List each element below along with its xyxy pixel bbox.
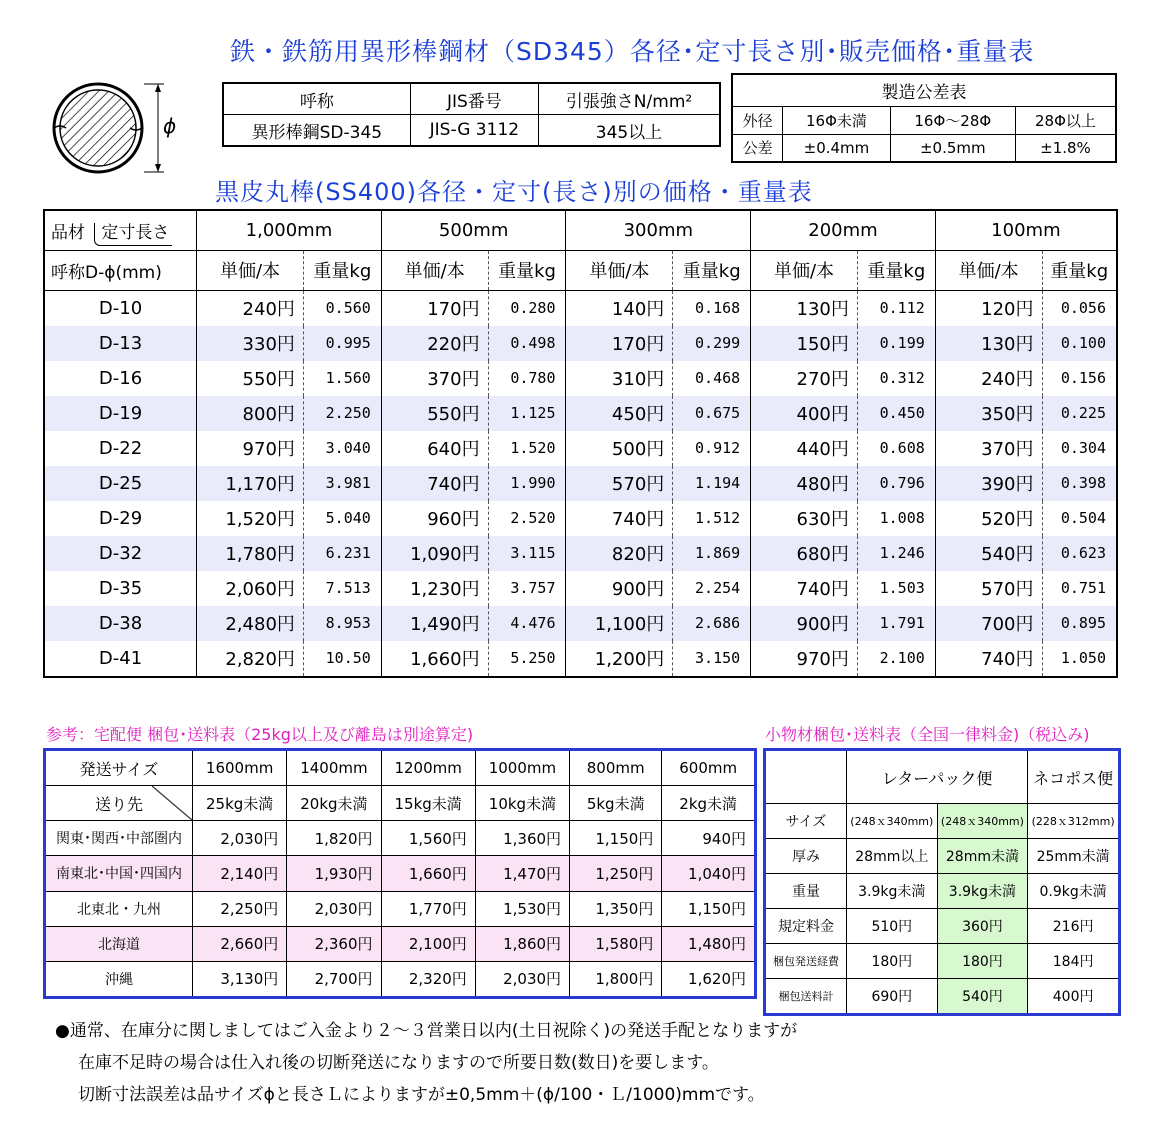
unit-price: 680円 <box>751 536 858 571</box>
table-row <box>765 944 1120 979</box>
unit-price: 170円 <box>381 290 488 326</box>
unit-price: 170円 <box>566 326 673 361</box>
unit-price: 120円 <box>935 290 1042 326</box>
weight-kg: 0.299 <box>673 326 751 361</box>
note-line-3: 切断寸法誤差は品サイズϕと長さＬによりますが±0,5mm＋(ϕ/100・Ｌ/1000)mmです。 <box>78 1085 765 1105</box>
small-cell: 3.9kg未満 <box>847 874 938 909</box>
unit-price: 1,090円 <box>381 536 488 571</box>
unit-price: 2,060円 <box>197 571 304 606</box>
unit-price: 570円 <box>566 466 673 501</box>
table-row <box>765 909 1120 944</box>
size-name: D-38 <box>44 606 197 641</box>
unit-price: 330円 <box>197 326 304 361</box>
unit-price: 130円 <box>751 290 858 326</box>
ship-size: 1200mm <box>381 750 475 786</box>
table-row <box>765 804 1120 839</box>
table-row <box>45 891 756 926</box>
spec-value-name: 異形棒鋼SD-345 <box>223 115 410 147</box>
weight-kg: 1.990 <box>488 466 566 501</box>
ship-fee: 1,150円 <box>662 891 756 926</box>
size-name: D-22 <box>98 437 143 459</box>
small-row-label: 厚み <box>765 839 847 874</box>
tolerance-cell: 16Φ未満 <box>783 107 890 134</box>
spec-value-strength: 345以上 <box>539 115 720 147</box>
corner-material: 品材 <box>51 222 85 243</box>
ship-fee: 1,660円 <box>381 856 475 891</box>
table-row <box>44 501 1117 536</box>
unit-price: 740円 <box>935 641 1042 677</box>
ship-weight: 25kg未満 <box>193 786 287 821</box>
price-weight-table <box>43 209 1118 678</box>
table-row <box>44 641 1117 677</box>
size-name: D-32 <box>44 536 197 571</box>
small-cell: 510円 <box>847 909 938 944</box>
weight-kg: 1.503 <box>879 579 925 597</box>
small-cell: (248ｘ340mm) <box>937 804 1028 839</box>
unit-price: 1,520円 <box>197 501 304 536</box>
phi-label: ϕ <box>163 114 177 138</box>
ship-fee: 2,030円 <box>287 891 381 926</box>
unit-price: 2,820円 <box>197 641 304 677</box>
weight-header: 重量kg <box>857 250 935 290</box>
ship-dest-label: 送り先 <box>45 786 193 821</box>
ship-fee: 940円 <box>662 821 756 856</box>
weight-kg: 3.981 <box>303 466 381 501</box>
length-header: 200mm <box>751 210 936 250</box>
ship-fee: 1,820円 <box>287 821 381 856</box>
tolerance-cell: 28Φ以上 <box>1015 107 1116 134</box>
unit-price: 370円 <box>381 361 488 396</box>
unit-price: 900円 <box>751 606 858 641</box>
weight-kg: 0.796 <box>857 466 935 501</box>
weight-kg: 3.040 <box>325 439 371 457</box>
unit-price: 800円 <box>197 396 304 431</box>
ship-fee: 2,320円 <box>381 961 475 997</box>
size-name: D-10 <box>44 290 197 326</box>
ship-weight: 5kg未満 <box>570 786 662 821</box>
ship-fee: 2,030円 <box>193 821 287 856</box>
table-row <box>44 466 1117 501</box>
weight-kg: 6.231 <box>303 536 381 571</box>
unit-price: 2,480円 <box>197 606 304 641</box>
shipping-fee-table <box>43 748 757 999</box>
unit-price: 130円 <box>935 326 1042 361</box>
spec-header-name: 呼称 <box>223 83 410 115</box>
weight-kg: 0.112 <box>857 290 935 326</box>
unit-price: 140円 <box>566 290 673 326</box>
small-cell: 540円 <box>937 979 1028 1015</box>
unit-price: 350円 <box>935 396 1042 431</box>
small-cell: 3.9kg未満 <box>937 874 1028 909</box>
nekopos-header: ネコポス便 <box>1028 750 1120 804</box>
weight-kg: 0.608 <box>879 439 925 457</box>
table-row <box>44 606 1117 641</box>
weight-kg: 0.225 <box>1042 396 1117 431</box>
ship-fee: 1,040円 <box>662 856 756 891</box>
unit-price: 400円 <box>751 396 858 431</box>
ship-fee: 1,150円 <box>570 821 662 856</box>
weight-kg: 0.468 <box>695 369 741 387</box>
weight-kg: 0.450 <box>857 396 935 431</box>
ship-fee: 1,800円 <box>570 961 662 997</box>
ship-fee: 1,930円 <box>287 856 381 891</box>
size-name: D-19 <box>44 396 197 431</box>
weight-kg: 3.150 <box>695 649 741 667</box>
weight-kg: 2.254 <box>695 579 741 597</box>
unit-price: 220円 <box>381 326 488 361</box>
weight-kg: 0.912 <box>695 439 741 457</box>
small-shipping-title: 小物材梱包･送料表（全国一律料金)（税込み) <box>765 725 1090 744</box>
table-row <box>44 571 1117 606</box>
ship-fee: 1,350円 <box>570 891 662 926</box>
unit-price: 550円 <box>381 396 488 431</box>
weight-kg: 1.560 <box>325 369 371 387</box>
weight-kg: 0.280 <box>488 290 566 326</box>
ship-weight: 10kg未満 <box>475 786 569 821</box>
length-header: 1,000mm <box>197 210 382 250</box>
spec-header-strength: 引張強さN/mm² <box>539 83 720 115</box>
unit-price: 310円 <box>566 361 673 396</box>
weight-kg: 1.194 <box>673 466 751 501</box>
unit-price: 900円 <box>566 571 673 606</box>
weight-header: 重量kg <box>1042 250 1117 290</box>
small-cell: 180円 <box>847 944 938 979</box>
unit-price: 740円 <box>751 571 858 606</box>
table-row <box>45 821 756 856</box>
table-row <box>44 536 1117 571</box>
ship-fee: 1,580円 <box>570 926 662 961</box>
ship-region: 関東･関西･中部圏内 <box>45 821 193 856</box>
price-table-title: 黒皮丸棒(SS400)各径・定寸(長さ)別の価格・重量表 <box>215 178 813 206</box>
unit-price: 270円 <box>751 361 858 396</box>
ship-fee: 2,140円 <box>193 856 287 891</box>
small-cell: 184円 <box>1028 944 1120 979</box>
weight-kg: 2.100 <box>879 649 925 667</box>
unit-price: 1,200円 <box>566 641 673 677</box>
weight-kg: 0.780 <box>510 369 556 387</box>
ship-size: 600mm <box>662 750 756 786</box>
unit-price: 550円 <box>197 361 304 396</box>
weight-kg: 10.50 <box>325 649 371 667</box>
table-row <box>44 290 1117 326</box>
unit-price: 570円 <box>935 571 1042 606</box>
tolerance-cell: ±0.4mm <box>783 134 890 162</box>
length-header: 300mm <box>566 210 751 250</box>
unit-price: 390円 <box>935 466 1042 501</box>
ship-fee: 2,360円 <box>287 926 381 961</box>
unit-price: 450円 <box>566 396 673 431</box>
size-name: D-13 <box>44 326 197 361</box>
ship-fee: 1,480円 <box>662 926 756 961</box>
weight-kg: 0.895 <box>1042 606 1117 641</box>
corner-length: 定寸長さ <box>94 223 172 246</box>
unit-price: 240円 <box>935 361 1042 396</box>
table-row <box>44 396 1117 431</box>
spec-value-jis: JIS-G 3112 <box>410 115 538 147</box>
ship-fee: 2,700円 <box>287 961 381 997</box>
ship-region: 沖縄 <box>45 961 193 997</box>
small-cell: (228ｘ312mm) <box>1028 804 1120 839</box>
price-header: 単価/本 <box>381 250 488 290</box>
weight-kg: 1.246 <box>857 536 935 571</box>
small-cell: 180円 <box>937 944 1028 979</box>
unit-price: 1,100円 <box>566 606 673 641</box>
ship-size: 800mm <box>570 750 662 786</box>
weight-kg: 4.476 <box>488 606 566 641</box>
unit-price: 240円 <box>197 290 304 326</box>
unit-price: 500円 <box>566 431 673 466</box>
tolerance-cell: ±1.8% <box>1015 134 1116 162</box>
table-row <box>44 361 1117 396</box>
price-header: 単価/本 <box>935 250 1042 290</box>
weight-kg: 0.199 <box>857 326 935 361</box>
unit-price: 820円 <box>566 536 673 571</box>
ship-size: 1000mm <box>475 750 569 786</box>
ship-fee: 2,250円 <box>193 891 287 926</box>
page-title: 鉄・鉄筋用異形棒鋼材（SD345）各径･定寸長さ別･販売価格･重量表 <box>230 37 1035 66</box>
ship-fee: 3,130円 <box>193 961 287 997</box>
weight-kg: 1.520 <box>510 439 556 457</box>
tolerance-table <box>731 73 1117 163</box>
unit-price: 1,230円 <box>381 571 488 606</box>
tolerance-cell: ±0.5mm <box>890 134 1015 162</box>
weight-kg: 1.008 <box>879 509 925 527</box>
small-cell: 216円 <box>1028 909 1120 944</box>
ship-fee: 1,360円 <box>475 821 569 856</box>
ship-size: 1600mm <box>193 750 287 786</box>
weight-kg: 0.623 <box>1042 536 1117 571</box>
spec-header-jis: JIS番号 <box>410 83 538 115</box>
ship-size-label: 発送サイズ <box>45 750 193 786</box>
unit-price: 970円 <box>197 431 304 466</box>
small-cell: 28mm以上 <box>847 839 938 874</box>
small-cell: 0.9kg未満 <box>1028 874 1120 909</box>
unit-price: 700円 <box>935 606 1042 641</box>
weight-kg: 8.953 <box>303 606 381 641</box>
ship-size: 1400mm <box>287 750 381 786</box>
weight-kg: 5.250 <box>510 649 556 667</box>
unit-price: 740円 <box>381 466 488 501</box>
weight-kg: 2.520 <box>510 509 556 527</box>
weight-kg: 0.156 <box>1060 369 1106 387</box>
weight-kg: 0.560 <box>303 290 381 326</box>
table-row <box>765 979 1120 1015</box>
table-row <box>45 856 756 891</box>
unit-price: 970円 <box>751 641 858 677</box>
unit-price: 630円 <box>751 501 858 536</box>
size-name: D-35 <box>98 577 143 599</box>
ship-region: 北東北・九州 <box>45 891 193 926</box>
small-item-shipping-table <box>763 748 1121 1016</box>
weight-kg: 1.512 <box>695 509 741 527</box>
ship-fee: 1,620円 <box>662 961 756 997</box>
weight-kg: 2.250 <box>303 396 381 431</box>
weight-kg: 1.050 <box>1060 649 1106 667</box>
ship-fee: 1,530円 <box>475 891 569 926</box>
price-header: 単価/本 <box>197 250 304 290</box>
small-cell: 25mm未満 <box>1028 839 1120 874</box>
weight-kg: 0.100 <box>1042 326 1117 361</box>
table-row <box>765 839 1120 874</box>
weight-kg: 0.398 <box>1042 466 1117 501</box>
small-cell: 28mm未満 <box>937 839 1028 874</box>
unit-price: 960円 <box>381 501 488 536</box>
weight-kg: 7.513 <box>325 579 371 597</box>
unit-price: 1,170円 <box>197 466 304 501</box>
unit-price: 640円 <box>381 431 488 466</box>
length-header: 100mm <box>935 210 1117 250</box>
size-name: D-16 <box>98 367 143 389</box>
small-cell: 690円 <box>847 979 938 1015</box>
weight-kg: 1.791 <box>857 606 935 641</box>
ship-fee: 1,770円 <box>381 891 475 926</box>
table-row <box>44 431 1117 466</box>
ship-fee: 1,470円 <box>475 856 569 891</box>
unit-price: 520円 <box>935 501 1042 536</box>
unit-price: 370円 <box>935 431 1042 466</box>
ship-fee: 2,100円 <box>381 926 475 961</box>
weight-kg: 1.869 <box>673 536 751 571</box>
unit-price: 540円 <box>935 536 1042 571</box>
weight-kg: 0.304 <box>1060 439 1106 457</box>
letterpack-header: レターパック便 <box>847 750 1028 804</box>
weight-kg: 0.498 <box>488 326 566 361</box>
weight-kg: 0.056 <box>1042 290 1117 326</box>
small-cell: 360円 <box>937 909 1028 944</box>
weight-kg: 0.751 <box>1060 579 1106 597</box>
weight-kg: 5.040 <box>325 509 371 527</box>
weight-header: 重量kg <box>488 250 566 290</box>
unit-price: 1,490円 <box>381 606 488 641</box>
tolerance-cell: 16Φ～28Φ <box>890 107 1015 134</box>
tolerance-title: 製造公差表 <box>732 74 1116 107</box>
length-header: 500mm <box>381 210 566 250</box>
spec-table <box>222 82 721 147</box>
unit-price: 440円 <box>751 431 858 466</box>
weight-kg: 2.686 <box>673 606 751 641</box>
small-row-label: 梱包発送経費 <box>765 944 847 979</box>
weight-kg: 1.125 <box>488 396 566 431</box>
ship-region: 北海道 <box>45 926 193 961</box>
table-row <box>45 961 756 997</box>
weight-kg: 3.757 <box>510 579 556 597</box>
shipping-table-title: 参考：宅配便 梱包･送料表（25kg以上及び離島は別途算定) <box>46 725 474 744</box>
small-row-label: 規定料金 <box>765 909 847 944</box>
weight-kg: 0.312 <box>879 369 925 387</box>
ship-fee: 2,660円 <box>193 926 287 961</box>
ship-weight: 20kg未満 <box>287 786 381 821</box>
weight-kg: 0.675 <box>673 396 751 431</box>
weight-kg: 0.168 <box>673 290 751 326</box>
note-line-1: ●通常、在庫分に関しましてはご入金より２～３営業日以内(土日祝除く)の発送手配となりますが <box>55 1021 798 1041</box>
ship-fee: 1,860円 <box>475 926 569 961</box>
price-header: 単価/本 <box>751 250 858 290</box>
small-cell: 400円 <box>1028 979 1120 1015</box>
corner-header-top <box>44 210 197 250</box>
ship-weight: 15kg未満 <box>381 786 475 821</box>
tolerance-cell: 公差 <box>732 134 783 162</box>
ship-fee: 1,560円 <box>381 821 475 856</box>
weight-kg: 3.115 <box>488 536 566 571</box>
small-cell: (248ｘ340mm) <box>847 804 938 839</box>
table-row <box>44 326 1117 361</box>
ship-region: 南東北･中国･四国内 <box>45 856 193 891</box>
note-line-2: 在庫不足時の場合は仕入れ後の切断発送になりますので所要日数(数日)を要します。 <box>78 1053 719 1073</box>
size-name: D-25 <box>44 466 197 501</box>
table-row <box>765 874 1120 909</box>
size-name: D-41 <box>98 647 143 669</box>
unit-price: 150円 <box>751 326 858 361</box>
size-name: D-29 <box>98 507 143 529</box>
weight-kg: 0.504 <box>1060 509 1106 527</box>
tolerance-cell: 外径 <box>732 107 783 134</box>
unit-price: 1,780円 <box>197 536 304 571</box>
small-row-label: 梱包送料計 <box>765 979 847 1015</box>
ship-weight: 2kg未満 <box>662 786 756 821</box>
small-row-label: 重量 <box>765 874 847 909</box>
small-corner <box>765 750 847 804</box>
unit-price: 1,660円 <box>381 641 488 677</box>
price-header: 単価/本 <box>566 250 673 290</box>
small-row-label: サイズ <box>765 804 847 839</box>
ship-fee: 2,030円 <box>475 961 569 997</box>
weight-header: 重量kg <box>303 250 381 290</box>
weight-kg: 0.995 <box>303 326 381 361</box>
corner-header-bottom: 呼称D-ϕ(mm) <box>44 250 197 290</box>
weight-header: 重量kg <box>673 250 751 290</box>
unit-price: 480円 <box>751 466 858 501</box>
unit-price: 740円 <box>566 501 673 536</box>
table-row <box>45 926 756 961</box>
ship-fee: 1,250円 <box>570 856 662 891</box>
